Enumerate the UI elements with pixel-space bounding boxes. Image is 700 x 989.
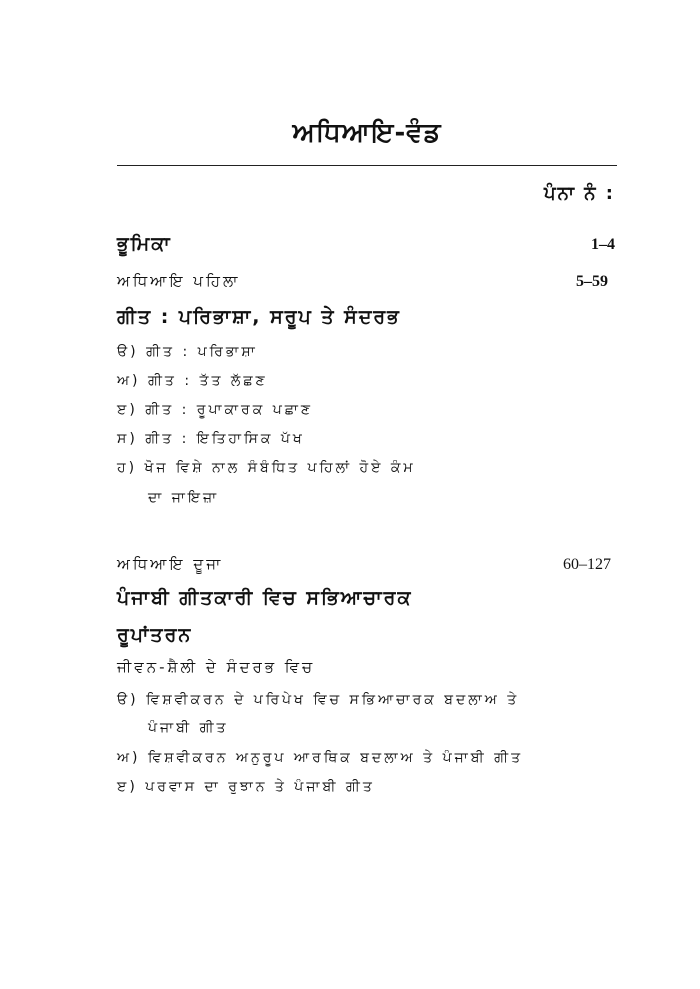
page-title: ਅਧਿਆਇ-ਵੰਡ: [292, 118, 442, 148]
intro-heading: ਭੂਮਿਕਾ: [117, 233, 172, 255]
list-item-continuation: ਦਾ ਜਾਇਜ਼ਾ: [148, 490, 220, 506]
chapter2-label: ਅਧਿਆਇ ਦੂਜਾ: [117, 555, 224, 573]
chapter2-subheading: ਜੀਵਨ-ਸ਼ੈਲੀ ਦੇ ਸੰਦਰਭ ਵਿਚ: [117, 658, 316, 676]
list-item: ਹ) ਖੋਜ ਵਿਸ਼ੇ ਨਾਲ ਸੰਬੰਧਿਤ ਪਹਿਲਾਂ ਹੋਏ ਕੰਮ: [117, 460, 416, 476]
page-number-label: ਪੰਨਾ ਨੰ :: [544, 183, 615, 204]
chapter1-pages: 5–59: [576, 273, 608, 290]
chapter1-heading: ਗੀਤ : ਪਰਿਭਾਸ਼ਾ, ਸਰੂਪ ਤੇ ਸੰਦਰਭ: [117, 306, 401, 328]
list-item: ੲ) ਪਰਵਾਸ ਦਾ ਰੁਝਾਨ ਤੇ ਪੰਜਾਬੀ ਗੀਤ: [117, 779, 375, 795]
chapter2-heading-cont: ਰੂਪਾਂਤਰਨ: [117, 624, 193, 646]
list-item: ਅ) ਗੀਤ : ਤੱਤ ਲੱਛਣ: [117, 373, 268, 389]
chapter1-label: ਅਧਿਆਇ ਪਹਿਲਾ: [117, 272, 241, 290]
list-item: ਅ) ਵਿਸ਼ਵੀਕਰਨ ਅਨੁਰੂਪ ਆਰਥਿਕ ਬਦਲਾਅ ਤੇ ਪੰਜਾਬੀ ਗੀਤ: [117, 750, 524, 766]
list-item: ੳ) ਗੀਤ : ਪਰਿਭਾਸ਼ਾ: [117, 344, 258, 360]
chapter2-pages: 60–127: [563, 556, 611, 573]
list-item: ੳ) ਵਿਸ਼ਵੀਕਰਨ ਦੇ ਪਰਿਪੇਖ ਵਿਚ ਸਭਿਆਚਾਰਕ ਬਦਲਾਅ ਤੇ: [117, 692, 520, 708]
list-item: ੲ) ਗੀਤ : ਰੂਪਾਕਾਰਕ ਪਛਾਣ: [117, 402, 314, 418]
list-item-continuation: ਪੰਜਾਬੀ ਗੀਤ: [148, 720, 229, 736]
chapter2-heading: ਪੰਜਾਬੀ ਗੀਤਕਾਰੀ ਵਿਚ ਸਭਿਆਚਾਰਕ: [117, 587, 413, 609]
list-item: ਸ) ਗੀਤ : ਇਤਿਹਾਸਿਕ ਪੱਖ: [117, 431, 305, 447]
title-divider: [117, 165, 617, 166]
intro-pages: 1–4: [591, 236, 615, 253]
